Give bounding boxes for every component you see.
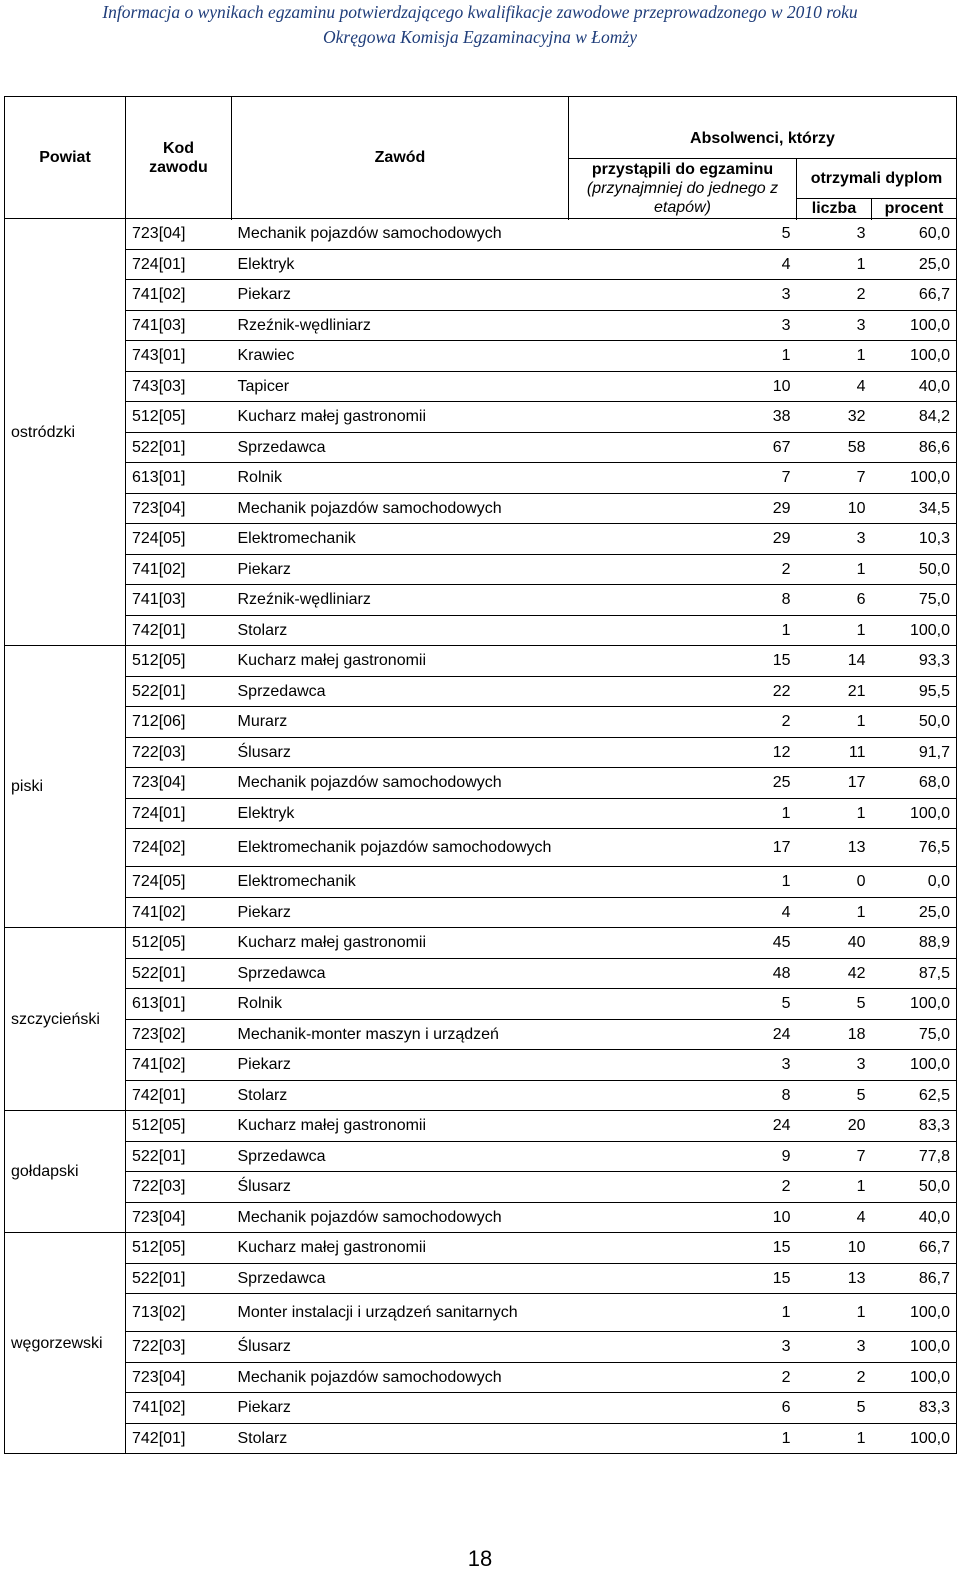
powiat-cell: piski <box>5 646 126 928</box>
table-row <box>5 928 957 959</box>
table-row <box>5 768 957 799</box>
kod-cell: 741[02] <box>126 280 232 311</box>
table-row <box>5 958 957 989</box>
header-liczba: liczba <box>797 199 872 219</box>
procent-cell: 86,6 <box>872 432 957 463</box>
przystapili-cell: 2 <box>569 1172 797 1203</box>
zawod-cell: Mechanik pojazdów samochodowych <box>232 493 569 524</box>
przystapili-cell: 9 <box>569 1141 797 1172</box>
procent-cell: 50,0 <box>872 554 957 585</box>
procent-cell: 77,8 <box>872 1141 957 1172</box>
przystapili-cell: 24 <box>569 1019 797 1050</box>
liczba-cell: 4 <box>797 371 872 402</box>
przystapili-cell: 1 <box>569 867 797 898</box>
przystapili-cell: 48 <box>569 958 797 989</box>
table-row <box>5 341 957 372</box>
kod-cell: 512[05] <box>126 928 232 959</box>
zawod-cell: Mechanik pojazdów samochodowych <box>232 1362 569 1393</box>
zawod-cell: Sprzedawca <box>232 958 569 989</box>
procent-cell: 100,0 <box>872 1362 957 1393</box>
header-absolwenci: Absolwenci, którzy <box>569 97 957 159</box>
procent-cell: 50,0 <box>872 707 957 738</box>
przystapili-cell: 8 <box>569 1080 797 1111</box>
kod-cell: 613[01] <box>126 463 232 494</box>
liczba-cell: 1 <box>797 897 872 928</box>
liczba-cell: 2 <box>797 280 872 311</box>
zawod-cell: Elektromechanik <box>232 867 569 898</box>
table-row <box>5 432 957 463</box>
procent-cell: 0,0 <box>872 867 957 898</box>
przystapili-cell: 1 <box>569 798 797 829</box>
liczba-cell: 1 <box>797 615 872 646</box>
przystapili-cell: 25 <box>569 768 797 799</box>
kod-cell: 512[05] <box>126 402 232 433</box>
table-row <box>5 371 957 402</box>
kod-cell: 512[05] <box>126 1111 232 1142</box>
kod-cell: 613[01] <box>126 989 232 1020</box>
table-row <box>5 310 957 341</box>
kod-cell: 742[01] <box>126 1080 232 1111</box>
powiat-cell: szczycieński <box>5 928 126 1111</box>
liczba-cell: 1 <box>797 249 872 280</box>
przystapili-cell: 8 <box>569 585 797 616</box>
zawod-cell: Sprzedawca <box>232 676 569 707</box>
zawod-cell: Krawiec <box>232 341 569 372</box>
liczba-cell: 10 <box>797 1233 872 1264</box>
procent-cell: 60,0 <box>872 219 957 250</box>
liczba-cell: 17 <box>797 768 872 799</box>
procent-cell: 75,0 <box>872 1019 957 1050</box>
table-row <box>5 1141 957 1172</box>
przystapili-cell: 29 <box>569 524 797 555</box>
kod-cell: 713[02] <box>126 1294 232 1332</box>
procent-cell: 100,0 <box>872 310 957 341</box>
table-row <box>5 585 957 616</box>
zawod-cell: Sprzedawca <box>232 1141 569 1172</box>
kod-cell: 741[02] <box>126 897 232 928</box>
table-row <box>5 463 957 494</box>
procent-cell: 75,0 <box>872 585 957 616</box>
procent-cell: 95,5 <box>872 676 957 707</box>
przystapili-cell: 10 <box>569 1202 797 1233</box>
liczba-cell: 1 <box>797 1172 872 1203</box>
liczba-cell: 3 <box>797 1050 872 1081</box>
zawod-cell: Murarz <box>232 707 569 738</box>
przystapili-cell: 4 <box>569 897 797 928</box>
zawod-cell: Kucharz małej gastronomii <box>232 928 569 959</box>
zawod-cell: Elektryk <box>232 249 569 280</box>
zawod-cell: Ślusarz <box>232 737 569 768</box>
zawod-cell: Monter instalacji i urządzeń sanitarnych <box>232 1294 569 1332</box>
table-row <box>5 615 957 646</box>
results-table <box>4 96 957 1454</box>
procent-cell: 100,0 <box>872 1423 957 1454</box>
table-row <box>5 524 957 555</box>
przystapili-cell: 1 <box>569 615 797 646</box>
procent-cell: 68,0 <box>872 768 957 799</box>
liczba-cell: 1 <box>797 798 872 829</box>
procent-cell: 88,9 <box>872 928 957 959</box>
przystapili-cell: 3 <box>569 1332 797 1363</box>
liczba-cell: 11 <box>797 737 872 768</box>
liczba-cell: 5 <box>797 1393 872 1424</box>
procent-cell: 50,0 <box>872 1172 957 1203</box>
table-row <box>5 1423 957 1454</box>
kod-cell: 723[04] <box>126 768 232 799</box>
table-row <box>5 1393 957 1424</box>
header-otrzymali: otrzymali dyplom <box>797 159 957 199</box>
zawod-cell: Rzeźnik-wędliniarz <box>232 310 569 341</box>
przystapili-cell: 15 <box>569 1233 797 1264</box>
powiat-cell: gołdapski <box>5 1111 126 1233</box>
table-body <box>5 219 957 1454</box>
procent-cell: 62,5 <box>872 1080 957 1111</box>
zawod-cell: Mechanik-monter maszyn i urządzeń <box>232 1019 569 1050</box>
procent-cell: 100,0 <box>872 1050 957 1081</box>
header-przystapili-note: (przynajmniej do jednego z etapów) <box>586 180 779 216</box>
przystapili-cell: 2 <box>569 707 797 738</box>
kod-cell: 723[04] <box>126 219 232 250</box>
liczba-cell: 3 <box>797 219 872 250</box>
przystapili-cell: 1 <box>569 341 797 372</box>
liczba-cell: 4 <box>797 1202 872 1233</box>
przystapili-cell: 67 <box>569 432 797 463</box>
table-row <box>5 1332 957 1363</box>
przystapili-cell: 38 <box>569 402 797 433</box>
table-row <box>5 1362 957 1393</box>
zawod-cell: Rolnik <box>232 463 569 494</box>
header-powiat: Powiat <box>5 97 126 219</box>
przystapili-cell: 22 <box>569 676 797 707</box>
procent-cell: 25,0 <box>872 897 957 928</box>
zawod-cell: Sprzedawca <box>232 1263 569 1294</box>
procent-cell: 86,7 <box>872 1263 957 1294</box>
page-number: 18 <box>467 1546 493 1571</box>
zawod-cell: Elektryk <box>232 798 569 829</box>
header-przystapili-label: przystąpili do egzaminu <box>591 161 774 178</box>
liczba-cell: 1 <box>797 341 872 372</box>
table-row <box>5 867 957 898</box>
table-row <box>5 676 957 707</box>
liczba-cell: 5 <box>797 1080 872 1111</box>
zawod-cell: Rzeźnik-wędliniarz <box>232 585 569 616</box>
zawod-cell: Piekarz <box>232 1050 569 1081</box>
zawod-cell: Kucharz małej gastronomii <box>232 1111 569 1142</box>
kod-cell: 723[04] <box>126 493 232 524</box>
zawod-cell: Kucharz małej gastronomii <box>232 402 569 433</box>
procent-cell: 100,0 <box>872 1294 957 1332</box>
zawod-cell: Stolarz <box>232 1423 569 1454</box>
zawod-cell: Stolarz <box>232 1080 569 1111</box>
kod-cell: 741[02] <box>126 554 232 585</box>
table-row <box>5 989 957 1020</box>
table-row <box>5 1019 957 1050</box>
table-row <box>5 1172 957 1203</box>
liczba-cell: 3 <box>797 310 872 341</box>
kod-cell: 724[02] <box>126 829 232 867</box>
table-row <box>5 1080 957 1111</box>
zawod-cell: Rolnik <box>232 989 569 1020</box>
liczba-cell: 7 <box>797 1141 872 1172</box>
kod-cell: 512[05] <box>126 646 232 677</box>
procent-cell: 10,3 <box>872 524 957 555</box>
zawod-cell: Piekarz <box>232 897 569 928</box>
kod-cell: 522[01] <box>126 676 232 707</box>
liczba-cell: 6 <box>797 585 872 616</box>
procent-cell: 83,3 <box>872 1393 957 1424</box>
liczba-cell: 32 <box>797 402 872 433</box>
zawod-cell: Sprzedawca <box>232 432 569 463</box>
przystapili-cell: 6 <box>569 1393 797 1424</box>
przystapili-cell: 3 <box>569 1050 797 1081</box>
table-row <box>5 402 957 433</box>
table-row <box>5 1294 957 1332</box>
liczba-cell: 10 <box>797 493 872 524</box>
przystapili-cell: 15 <box>569 646 797 677</box>
liczba-cell: 14 <box>797 646 872 677</box>
zawod-cell: Mechanik pojazdów samochodowych <box>232 1202 569 1233</box>
procent-cell: 91,7 <box>872 737 957 768</box>
procent-cell: 84,2 <box>872 402 957 433</box>
table-row <box>5 1111 957 1142</box>
kod-cell: 722[03] <box>126 737 232 768</box>
przystapili-cell: 15 <box>569 1263 797 1294</box>
przystapili-cell: 12 <box>569 737 797 768</box>
zawod-cell: Ślusarz <box>232 1172 569 1203</box>
przystapili-cell: 29 <box>569 493 797 524</box>
table-row <box>5 1050 957 1081</box>
przystapili-cell: 10 <box>569 371 797 402</box>
table-row <box>5 493 957 524</box>
table-row <box>5 737 957 768</box>
kod-cell: 742[01] <box>126 615 232 646</box>
liczba-cell: 13 <box>797 829 872 867</box>
kod-cell: 724[05] <box>126 524 232 555</box>
header-procent: procent <box>872 199 957 219</box>
table-row <box>5 1202 957 1233</box>
table-row <box>5 897 957 928</box>
kod-cell: 723[04] <box>126 1202 232 1233</box>
kod-cell: 741[03] <box>126 585 232 616</box>
liczba-cell: 1 <box>797 1423 872 1454</box>
kod-cell: 741[02] <box>126 1393 232 1424</box>
procent-cell: 25,0 <box>872 249 957 280</box>
przystapili-cell: 24 <box>569 1111 797 1142</box>
table-row <box>5 1263 957 1294</box>
liczba-cell: 3 <box>797 524 872 555</box>
liczba-cell: 1 <box>797 707 872 738</box>
table-row <box>5 249 957 280</box>
table-row <box>5 280 957 311</box>
kod-cell: 722[03] <box>126 1332 232 1363</box>
document-header <box>0 0 960 50</box>
kod-cell: 712[06] <box>126 707 232 738</box>
zawod-cell: Piekarz <box>232 1393 569 1424</box>
procent-cell: 66,7 <box>872 280 957 311</box>
liczba-cell: 40 <box>797 928 872 959</box>
przystapili-cell: 1 <box>569 1294 797 1332</box>
kod-cell: 741[02] <box>126 1050 232 1081</box>
kod-cell: 512[05] <box>126 1233 232 1264</box>
procent-cell: 66,7 <box>872 1233 957 1264</box>
kod-cell: 522[01] <box>126 1141 232 1172</box>
zawod-cell: Elektromechanik <box>232 524 569 555</box>
procent-cell: 87,5 <box>872 958 957 989</box>
kod-cell: 723[04] <box>126 1362 232 1393</box>
zawod-cell: Tapicer <box>232 371 569 402</box>
kod-cell: 522[01] <box>126 1263 232 1294</box>
procent-cell: 100,0 <box>872 798 957 829</box>
przystapili-cell: 1 <box>569 1423 797 1454</box>
powiat-cell: węgorzewski <box>5 1233 126 1454</box>
liczba-cell: 7 <box>797 463 872 494</box>
table-row <box>5 219 957 250</box>
przystapili-cell: 7 <box>569 463 797 494</box>
przystapili-cell: 4 <box>569 249 797 280</box>
kod-cell: 522[01] <box>126 432 232 463</box>
zawod-cell: Stolarz <box>232 615 569 646</box>
liczba-cell: 1 <box>797 1294 872 1332</box>
liczba-cell: 2 <box>797 1362 872 1393</box>
liczba-cell: 20 <box>797 1111 872 1142</box>
liczba-cell: 21 <box>797 676 872 707</box>
zawod-cell: Mechanik pojazdów samochodowych <box>232 219 569 250</box>
kod-cell: 724[01] <box>126 798 232 829</box>
kod-cell: 724[01] <box>126 249 232 280</box>
procent-cell: 100,0 <box>872 1332 957 1363</box>
zawod-cell: Piekarz <box>232 280 569 311</box>
kod-cell: 723[02] <box>126 1019 232 1050</box>
zawod-cell: Kucharz małej gastronomii <box>232 1233 569 1264</box>
procent-cell: 76,5 <box>872 829 957 867</box>
przystapili-cell: 17 <box>569 829 797 867</box>
table-row <box>5 798 957 829</box>
procent-cell: 100,0 <box>872 615 957 646</box>
procent-cell: 93,3 <box>872 646 957 677</box>
kod-cell: 522[01] <box>126 958 232 989</box>
kod-cell: 722[03] <box>126 1172 232 1203</box>
kod-cell: 724[05] <box>126 867 232 898</box>
przystapili-cell: 2 <box>569 1362 797 1393</box>
header-line-1: Informacja o wynikach egzaminu potwierdzającego kwalifikacje zawodowe przeprowadzonego w 2010 roku <box>102 2 858 22</box>
liczba-cell: 3 <box>797 1332 872 1363</box>
table-row <box>5 554 957 585</box>
liczba-cell: 13 <box>797 1263 872 1294</box>
procent-cell: 34,5 <box>872 493 957 524</box>
liczba-cell: 1 <box>797 554 872 585</box>
kod-cell: 743[01] <box>126 341 232 372</box>
przystapili-cell: 3 <box>569 280 797 311</box>
zawod-cell: Elektromechanik pojazdów samochodowych <box>232 829 569 867</box>
kod-cell: 741[03] <box>126 310 232 341</box>
procent-cell: 40,0 <box>872 371 957 402</box>
procent-cell: 83,3 <box>872 1111 957 1142</box>
przystapili-cell: 5 <box>569 219 797 250</box>
procent-cell: 40,0 <box>872 1202 957 1233</box>
table-row <box>5 707 957 738</box>
header-line-2: Okręgowa Komisja Egzaminacyjna w Łomży <box>322 27 638 47</box>
table-row <box>5 1233 957 1264</box>
kod-cell: 743[03] <box>126 371 232 402</box>
zawod-cell: Ślusarz <box>232 1332 569 1363</box>
table-row <box>5 646 957 677</box>
przystapili-cell: 3 <box>569 310 797 341</box>
procent-cell: 100,0 <box>872 463 957 494</box>
liczba-cell: 58 <box>797 432 872 463</box>
przystapili-cell: 5 <box>569 989 797 1020</box>
zawod-cell: Piekarz <box>232 554 569 585</box>
header-zawod: Zawód <box>232 97 569 219</box>
liczba-cell: 42 <box>797 958 872 989</box>
przystapili-cell: 45 <box>569 928 797 959</box>
header-przystapili <box>569 159 797 219</box>
liczba-cell: 0 <box>797 867 872 898</box>
liczba-cell: 18 <box>797 1019 872 1050</box>
table-header <box>5 97 957 219</box>
procent-cell: 100,0 <box>872 341 957 372</box>
zawod-cell: Mechanik pojazdów samochodowych <box>232 768 569 799</box>
zawod-cell: Kucharz małej gastronomii <box>232 646 569 677</box>
liczba-cell: 5 <box>797 989 872 1020</box>
procent-cell: 100,0 <box>872 989 957 1020</box>
przystapili-cell: 2 <box>569 554 797 585</box>
kod-cell: 742[01] <box>126 1423 232 1454</box>
powiat-cell: ostródzki <box>5 219 126 646</box>
header-kod-zawodu: Kod zawodu <box>126 97 232 219</box>
table-row <box>5 829 957 867</box>
